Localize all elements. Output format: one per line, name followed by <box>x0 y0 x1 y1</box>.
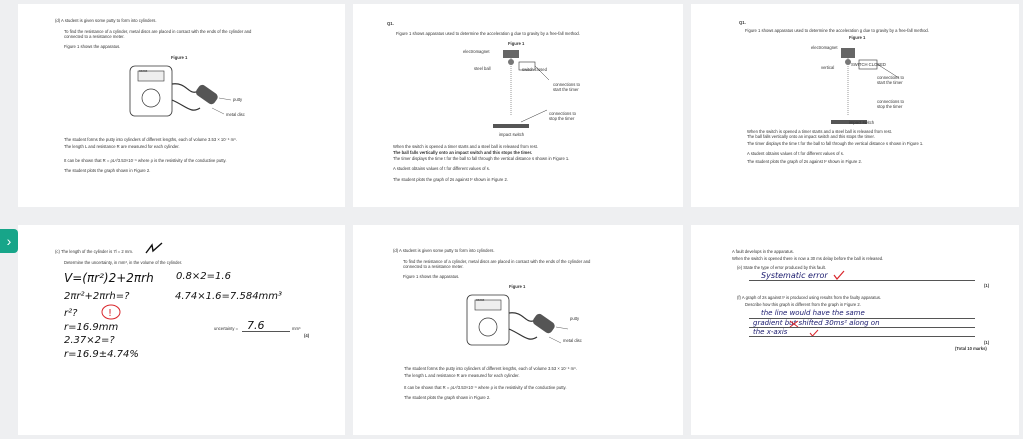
paragraph: Figure 1 shows apparatus used to determine the acceleration g due to gravity by a free-fall method. <box>396 31 580 36</box>
question-text: Describe how this graph is different from the graph in Figure 2. <box>745 302 861 307</box>
paragraph: The timer displays the time t for the ball to fall through the vertical distance s shown in Figure 1. <box>393 156 570 161</box>
handwritten-answer: gradient but shifted 30ms² along on <box>753 319 880 327</box>
page-thumbnail-6[interactable] <box>691 225 1019 435</box>
svg-text:!: ! <box>108 308 113 319</box>
total-marks: (Total 10 marks) <box>955 346 987 351</box>
paragraph: connected to a resistance meter. <box>64 34 125 39</box>
paragraph: When the switch is opened there is now a 30 ms delay before the ball is released. <box>732 256 884 261</box>
meter-display: 88888 <box>476 298 485 302</box>
label-electromagnet: electromagnet <box>463 49 490 54</box>
handwritten-answer: Systematic error <box>761 271 828 280</box>
paragraph: The length L and resistance R are measured for each cylinder. <box>64 144 180 149</box>
marks-label: (1) <box>984 340 990 345</box>
paragraph: To find the resistance of a cylinder, metal discs are placed in contact with the ends of the cylinder and <box>64 29 252 34</box>
paragraph: The ball falls vertically onto an impact switch and this stops the timer. <box>747 134 875 139</box>
handwritten-line: 2πr²+2πrh=? <box>64 291 130 302</box>
label-switch: switch closed <box>522 67 547 72</box>
handwritten-answer: the x-axis <box>753 328 788 336</box>
meter-display: 88888 <box>139 69 148 73</box>
uncertainty-label: uncertainty = <box>214 326 239 331</box>
paragraph: The student plots the graph shown in Figure 2. <box>64 168 151 173</box>
free-fall-apparatus-diagram <box>463 48 573 138</box>
red-tick-mark <box>833 270 845 280</box>
label-connections-stop: stop the timer <box>877 104 903 109</box>
question-text: (d) A student is given some putty to form into cylinders. <box>55 18 157 23</box>
figure-title: Figure 1 <box>849 35 866 40</box>
paragraph: A student obtains values of t for different values of s. <box>747 151 844 156</box>
question-text: Determine the uncertainty, in mm³, in the volume of the cylinder. <box>64 260 183 265</box>
label-vertical: vertical <box>821 65 835 70</box>
paragraph: The timer displays the time t for the ball to fall through the vertical distance s shown in Figure 1. <box>747 141 924 146</box>
page-thumbnail-4[interactable] <box>18 225 345 435</box>
handwritten-line: r=16.9mm <box>64 322 119 333</box>
unit-label: mm³ <box>292 326 301 331</box>
label-metal-disc: metal disc <box>226 112 245 117</box>
handwritten-line: 2.37×2=? <box>64 335 115 346</box>
label-connections-start: connections to <box>553 82 581 87</box>
label-connections-stop: stop the timer <box>549 116 575 121</box>
paragraph: A student obtains values of t for different values of s. <box>393 166 490 171</box>
label-connections-start: start the timer <box>877 80 903 85</box>
uncertainty-answer: 7.6 <box>247 319 265 332</box>
label-steel-ball: steel ball <box>474 66 491 71</box>
label-putty: putty <box>233 97 243 102</box>
page-thumbnail-3[interactable] <box>691 4 1019 207</box>
paragraph: connected to a resistance meter. <box>403 264 464 269</box>
label-electromagnet: electromagnet <box>811 45 838 50</box>
question-number: Q1. <box>739 20 746 25</box>
paragraph: The student forms the putty into cylinders of different lengths, each of volume 3.53 × 10⁻⁶ m³. <box>404 366 577 371</box>
paragraph: The student plots the graph of 2s against t² shown in Figure 2. <box>393 177 508 182</box>
paragraph: Figure 1 shows apparatus used to determine the acceleration g due to gravity by a free-fall method. <box>745 28 929 33</box>
question-text: (f) A graph of 2s against t² is produced using results from the faulty apparatus. <box>737 295 882 300</box>
label-connections-start: connections to <box>877 75 905 80</box>
paragraph: The length L and resistance R are measured for each cylinder. <box>404 373 520 378</box>
label-connections-stop: connections to <box>549 111 577 116</box>
label-impact-switch: impact switch <box>499 132 525 137</box>
label-connections-stop: connections to <box>877 99 905 104</box>
label-connections-start: start the timer <box>553 87 579 92</box>
equation-text: It can be shown that R = ρL²/3.53×10⁻⁶ where ρ is the resistivity of the conductive putty. <box>64 158 227 163</box>
free-fall-apparatus-diagram <box>811 42 921 132</box>
paragraph: To find the resistance of a cylinder, metal discs are placed in contact with the ends of the cylinder and <box>403 259 591 264</box>
figure-title: Figure 1 <box>508 41 525 46</box>
annotation-squiggle <box>144 241 164 255</box>
paragraph: When the switch is opened a timer starts and a steel ball is released from rest. <box>747 129 893 134</box>
label-putty: putty <box>570 316 580 321</box>
handwritten-line: r²? <box>64 308 78 319</box>
figure-title: Figure 1 <box>509 284 526 289</box>
page-thumbnail-5[interactable] <box>353 225 683 435</box>
handwritten-answer: the line would have the same <box>761 309 865 317</box>
page-thumbnail-2[interactable] <box>353 4 683 207</box>
red-circle-mark <box>100 303 122 321</box>
label-switch: SWITCH CLOSED <box>851 62 886 67</box>
paragraph: The student forms the putty into cylinders of different lengths, each of volume 3.53 × 10⁻⁶ m³. <box>64 137 237 142</box>
label-metal-disc: metal disc <box>563 338 582 343</box>
question-text: (d) A student is given some putty to form into cylinders. <box>393 248 495 253</box>
handwritten-line: r=16.9±4.74% <box>64 349 139 360</box>
paragraph: The student plots the graph of 2s against t² shown in Figure 2. <box>747 159 862 164</box>
paragraph: When the switch is opened a timer starts and a steel ball is released from rest. <box>393 144 539 149</box>
figure-ref: Figure 1 shows the apparatus. <box>64 44 121 49</box>
handwritten-line: V=(πr²)2+2πrh <box>64 271 154 285</box>
marks-label: (4) <box>304 333 310 338</box>
question-text: (c) The length of the cylinder is 7l = 2 mm. <box>55 249 134 254</box>
paragraph: A fault develops in the apparatus. <box>732 249 794 254</box>
figure-ref: Figure 1 shows the apparatus. <box>403 274 460 279</box>
question-number: Q1. <box>387 21 394 26</box>
paragraph: The ball falls vertically onto an impact switch and this stops the timer. <box>393 150 533 155</box>
expand-panel-button[interactable]: › <box>0 229 18 253</box>
figure-title: Figure 1 <box>171 55 188 60</box>
handwritten-line: 4.74×1.6=7.584mm³ <box>175 291 283 302</box>
page-thumbnail-1[interactable] <box>18 4 345 207</box>
paragraph: The student plots the graph shown in Figure 2. <box>404 395 491 400</box>
question-text: (e) State the type of error produced by this fault. <box>737 265 826 270</box>
handwritten-line: 0.8×2=1.6 <box>176 271 231 282</box>
label-impact-switch: impact switch <box>849 120 875 125</box>
marks-label: (1) <box>984 283 990 288</box>
equation-text: It can be shown that R = ρL²/3.53×10⁻⁶ where ρ is the resistivity of the conductive putty. <box>404 385 567 390</box>
